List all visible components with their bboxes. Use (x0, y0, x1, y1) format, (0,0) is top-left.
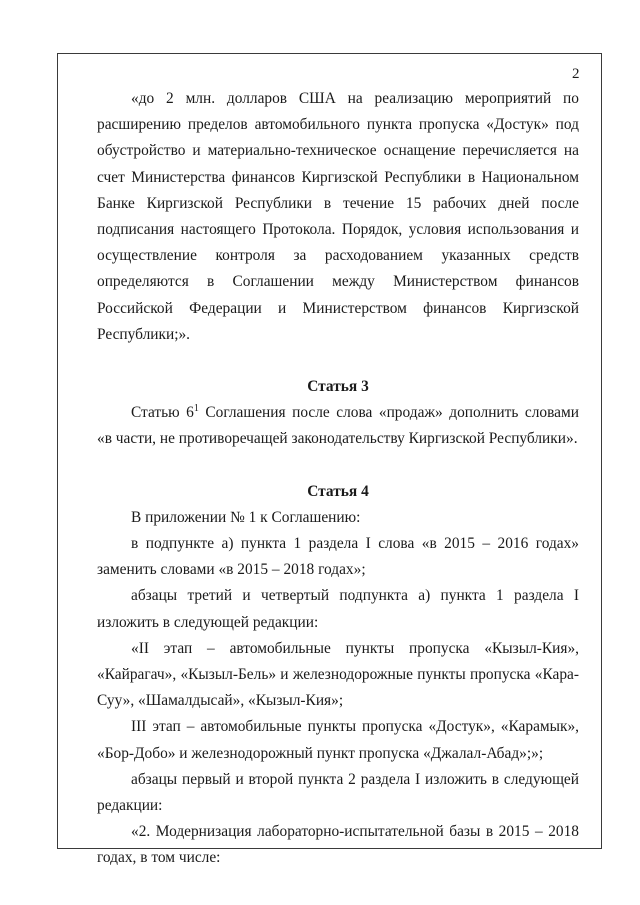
article-4-paragraph: абзацы первый и второй пункта 2 раздела I изложить в следующей редакции: (97, 770, 579, 815)
paragraph-funding: «до 2 млн. долларов США на реализацию мероприятий по расширению пределов автомобильного пункта пропуска «Достук» под обустройство и материально-техническое оснащение перечисляется на счет Министерства финансов Киргизской Республики в Национальном Банке Киргизской Республики в течение 15 рабочих дней после подписания настоящего Протокола. Порядок, условия использования и осуществление контроля за расходованием указанных средств определяются в Соглашении между Министерством финансов Российской Федерации и Министерством финансов Киргизской Республики;». (97, 90, 579, 343)
article-3-superscript: 1 (193, 403, 199, 415)
article-4-paragraph: абзацы третий и четвертый подпункта а) пункта 1 раздела I изложить в следующей редакции: (97, 587, 579, 631)
article-3-text (97, 400, 579, 452)
article-4-paragraph: в подпункте а) пункта 1 раздела I слова «в 2015 – 2016 годах» заменить словами «в 2015 – 2018 годах»; (97, 535, 579, 579)
article-3-text-end: Соглашения после слова «продаж» дополнить словами «в части, не противоречащей законодательству Киргизской Республики». (97, 404, 579, 448)
page-number: 2 (572, 66, 580, 82)
article-4-paragraph: III этап – автомобильные пункты пропуска «Достук», «Карамык», «Бор-Добо» и железнодорожный пункт пропуска «Джалал-Абад»;»; (97, 718, 579, 762)
article-4-title: Статья 4 (307, 482, 369, 500)
article-4-paragraph: «II этап – автомобильные пункты пропуска «Кызыл-Кия», «Кайрагач», «Кызыл-Бель» и железнодорожные пункты пропуска «Кара-Суу», «Шамалдысай», «Кызыл-Кия»; (97, 639, 579, 710)
article-3-title: Статья 3 (307, 378, 369, 396)
article-4-paragraph: «2. Модернизация лабораторно-испытательной базы в 2015 – 2018 годах, в том числе: (97, 823, 579, 867)
document-body (97, 86, 579, 872)
spacer (97, 348, 579, 374)
article-3-text-start: Статью 6 (131, 404, 194, 422)
article-4-paragraph: В приложении № 1 к Соглашению: (131, 508, 361, 526)
spacer (97, 453, 579, 479)
